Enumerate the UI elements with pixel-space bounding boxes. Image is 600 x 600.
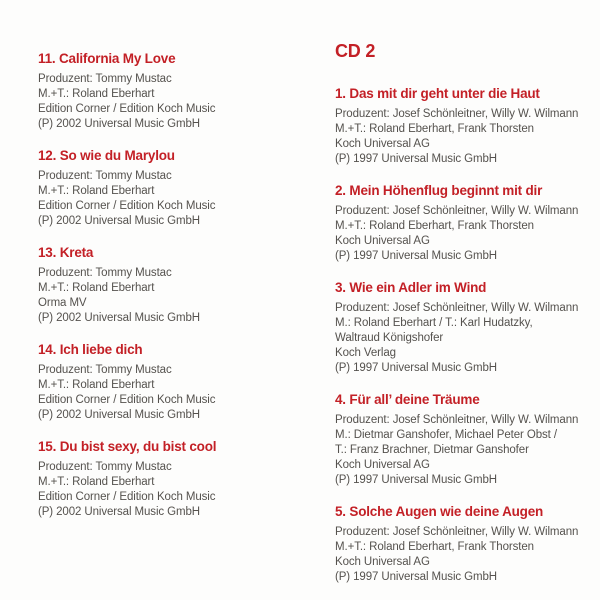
- credit-line: M.+T.: Roland Eberhart: [38, 379, 155, 391]
- track-title: 3. Wie ein Adler im Wind: [335, 280, 487, 295]
- credit-line: Koch Universal AG: [335, 459, 430, 471]
- credit-line: Produzent: Josef Schönleitner, Willy W. Wilmann: [335, 302, 579, 314]
- credit-line: M.+T.: Roland Eberhart, Frank Thorsten: [335, 123, 534, 135]
- credit-line: Koch Universal AG: [335, 235, 430, 247]
- track-block-2: [335, 182, 593, 264]
- credit-line: (P) 2002 Universal Music GmbH: [38, 409, 200, 421]
- credit-line: (P) 1997 Universal Music GmbH: [335, 250, 497, 262]
- credit-line: M.+T.: Roland Eberhart: [38, 88, 155, 100]
- cd2-header: CD 2: [335, 41, 376, 61]
- credit-line: Edition Corner / Edition Koch Music: [38, 200, 216, 212]
- credit-line: Koch Universal AG: [335, 556, 430, 568]
- credit-line: M.+T.: Roland Eberhart: [38, 476, 155, 488]
- cd1-track-list: [38, 50, 323, 535]
- credit-line: T.: Franz Brachner, Dietmar Ganshofer: [335, 444, 529, 456]
- track-block-4: [335, 391, 593, 488]
- track-title: 5. Solche Augen wie deine Augen: [335, 504, 544, 519]
- track-block-13: [38, 244, 323, 326]
- track-block-11: [38, 50, 323, 132]
- track-block-5: [335, 503, 593, 585]
- track-block-1: [335, 85, 593, 167]
- credit-line: M.: Roland Eberhart / T.: Karl Hudatzky,: [335, 317, 533, 329]
- credit-line: (P) 2002 Universal Music GmbH: [38, 118, 200, 130]
- credit-line: Produzent: Josef Schönleitner, Willy W. Wilmann: [335, 414, 579, 426]
- credit-line: Edition Corner / Edition Koch Music: [38, 491, 216, 503]
- credit-line: (P) 1997 Universal Music GmbH: [335, 571, 497, 583]
- credit-line: M.+T.: Roland Eberhart, Frank Thorsten: [335, 220, 534, 232]
- credit-line: Produzent: Tommy Mustac: [38, 267, 172, 279]
- credit-line: Produzent: Josef Schönleitner, Willy W. Wilmann: [335, 205, 579, 217]
- credit-line: Produzent: Tommy Mustac: [38, 170, 172, 182]
- track-block-14: [38, 341, 323, 423]
- credit-line: Produzent: Josef Schönleitner, Willy W. Wilmann: [335, 108, 579, 120]
- credit-line: Koch Universal AG: [335, 138, 430, 150]
- credit-line: (P) 1997 Universal Music GmbH: [335, 474, 497, 486]
- credit-line: M.+T.: Roland Eberhart: [38, 282, 155, 294]
- credit-line: (P) 2002 Universal Music GmbH: [38, 506, 200, 518]
- credit-line: Edition Corner / Edition Koch Music: [38, 394, 216, 406]
- credit-line: Produzent: Tommy Mustac: [38, 73, 172, 85]
- cd2-track-list: [335, 41, 593, 600]
- track-block-3: [335, 279, 593, 376]
- credit-line: Edition Corner / Edition Koch Music: [38, 103, 216, 115]
- credit-line: Produzent: Tommy Mustac: [38, 364, 172, 376]
- track-title: 1. Das mit dir geht unter die Haut: [335, 86, 540, 101]
- credit-line: (P) 1997 Universal Music GmbH: [335, 153, 497, 165]
- credit-line: Waltraud Königshofer: [335, 332, 444, 344]
- track-title: 2. Mein Höhenflug beginnt mit dir: [335, 183, 543, 198]
- credit-line: Produzent: Josef Schönleitner, Willy W. Wilmann: [335, 526, 579, 538]
- track-title: 14. Ich liebe dich: [38, 342, 143, 357]
- credit-line: Koch Verlag: [335, 347, 396, 359]
- track-title: 12. So wie du Marylou: [38, 148, 175, 163]
- track-title: 11. California My Love: [38, 51, 176, 66]
- credit-line: (P) 2002 Universal Music GmbH: [38, 312, 200, 324]
- credit-line: Produzent: Tommy Mustac: [38, 461, 172, 473]
- credit-line: (P) 1997 Universal Music GmbH: [335, 362, 497, 374]
- credit-line: (P) 2002 Universal Music GmbH: [38, 215, 200, 227]
- track-title: 15. Du bist sexy, du bist cool: [38, 439, 217, 454]
- credit-line: M.: Dietmar Ganshofer, Michael Peter Obst /: [335, 429, 557, 441]
- credit-line: M.+T.: Roland Eberhart: [38, 185, 155, 197]
- track-title: 4. Für all’ deine Träume: [335, 392, 480, 407]
- credit-line: M.+T.: Roland Eberhart, Frank Thorsten: [335, 541, 534, 553]
- track-block-15: [38, 438, 323, 520]
- credit-line: Orma MV: [38, 297, 87, 309]
- track-block-12: [38, 147, 323, 229]
- track-title: 13. Kreta: [38, 245, 94, 260]
